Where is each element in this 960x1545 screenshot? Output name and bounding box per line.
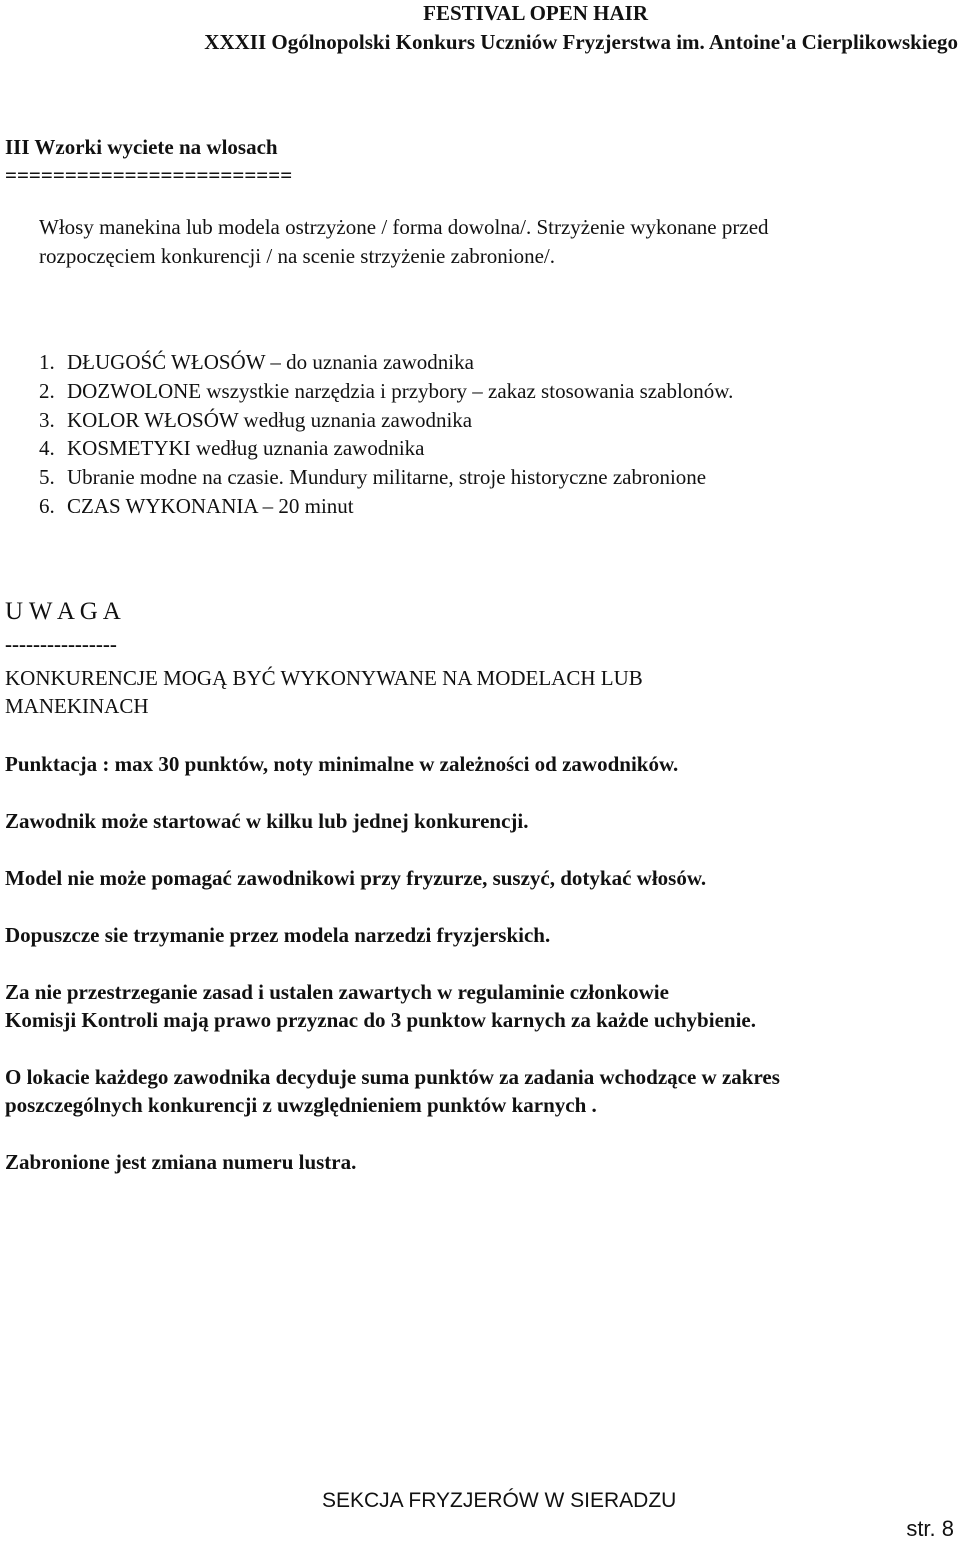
model-paragraph: Model nie może pomagać zawodnikowi przy fryzurze, suszyć, dotykać włosów.: [5, 866, 707, 890]
rule-text: DOZWOLONE wszystkie narzędzia i przybory – zakaz stosowania szablonów.: [67, 378, 734, 403]
rule-item: [39, 406, 733, 435]
rule-number: 3.: [39, 407, 55, 432]
section-title-underline: ========================: [5, 163, 293, 187]
competitor-paragraph: Zawodnik może startować w kilku lub jednej konkurencji.: [5, 809, 529, 833]
rule-number: 1.: [39, 350, 55, 374]
rule-number: 5.: [39, 465, 55, 490]
mirror-paragraph: Zabronione jest zmiana numeru lustra.: [5, 1150, 357, 1174]
ranking-paragraph-line-2: poszczególnych konkurencji z uwzględnieniem punktów karnych .: [5, 1093, 597, 1117]
intro-line-2: rozpoczęciem konkurencji / na scenie strzyżenie zabronione/.: [39, 244, 556, 268]
rule-number: 4.: [39, 436, 55, 461]
rule-item: [39, 434, 733, 463]
ranking-paragraph-line-1: O lokacie każdego zawodnika decyduje suma punktów za zadania wchodzące w zakres: [5, 1065, 780, 1089]
rule-text: DŁUGOŚĆ WŁOSÓW – do uznania zawodnika: [67, 350, 474, 374]
section-title: III Wzorki wyciete na wlosach: [5, 135, 278, 159]
rule-item: [39, 492, 733, 521]
rule-item: [39, 377, 733, 406]
scoring-paragraph: Punktacja : max 30 punktów, noty minimalne w zależności od zawodników.: [5, 752, 679, 776]
rule-text: KOLOR WŁOSÓW według uznania zawodnika: [67, 407, 473, 432]
page-number: str. 8: [906, 1516, 954, 1541]
penalty-paragraph-line-2: Komisji Kontroli mają prawo przyznac do 3 punktow karnych za każde uchybienie.: [5, 1008, 756, 1032]
rule-number: 6.: [39, 493, 55, 518]
intro-line-1: Włosy manekina lub modela ostrzyżone / forma dowolna/. Strzyżenie wykonane przed: [39, 215, 769, 239]
header-festival-name: FESTIVAL OPEN HAIR: [423, 1, 648, 25]
rule-item: [39, 463, 733, 492]
rule-item: [39, 348, 733, 377]
notice-caps-line-2: MANEKINACH: [5, 694, 149, 718]
penalty-paragraph-line-1: Za nie przestrzeganie zasad i ustalen zawartych w regulaminie członkowie: [5, 980, 669, 1004]
rule-text: Ubranie modne na czasie. Mundury militarne, stroje historyczne zabronione: [67, 465, 707, 490]
notice-underline: ----------------: [5, 632, 117, 656]
header-competition-name: XXXII Ogólnopolski Konkurs Uczniów Fryzjerstwa im. Antoine'a Cierplikowskiego: [204, 30, 958, 54]
notice-caps-line-1: KONKURENCJE MOGĄ BYĆ WYKONYWANE NA MODELACH LUB: [5, 666, 643, 690]
rules-list: [39, 348, 733, 521]
footer-section-name: SEKCJA FRYZJERÓW W SIERADZU: [322, 1489, 677, 1512]
tools-paragraph: Dopuszcze sie trzymanie przez modela narzedzi fryzjerskich.: [5, 923, 551, 947]
rule-number: 2.: [39, 378, 55, 403]
rule-text: KOSMETYKI według uznania zawodnika: [67, 436, 425, 461]
rule-text: CZAS WYKONANIA – 20 minut: [67, 493, 354, 518]
notice-heading: U W A G A: [5, 598, 121, 625]
